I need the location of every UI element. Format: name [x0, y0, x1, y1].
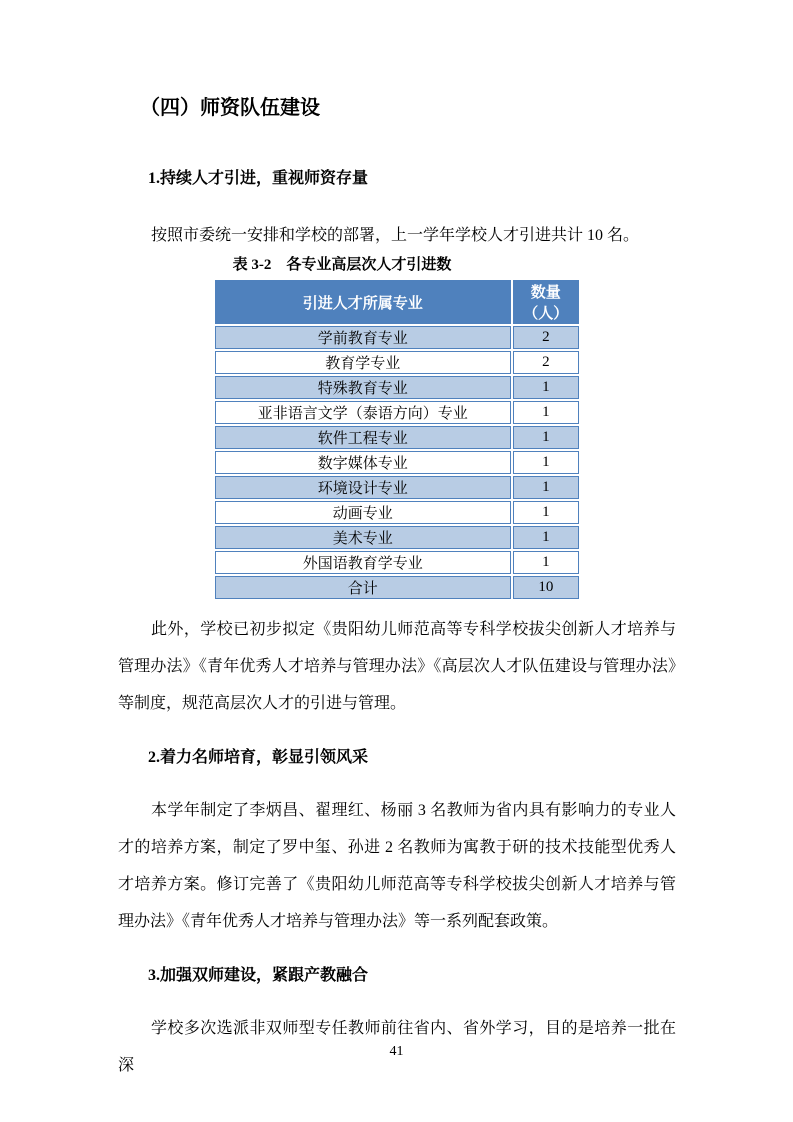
cell-major: 学前教育专业	[215, 326, 511, 349]
cell-count: 1	[513, 376, 579, 399]
table-header-count: 数量（人）	[513, 280, 579, 324]
paragraph-section-2: 本学年制定了李炳昌、翟理红、杨丽 3 名教师为省内具有影响力的专业人才的培养方案，制定了罗中玺、孙进 2 名教师为寓教于研的技术技能型优秀人才培养方案。修订完善了《贵阳幼儿师范高等专科学校拔尖创新人才培养与管理办法》《青年优秀人才培养与管理办法》等一系列配套政策。	[118, 802, 676, 930]
cell-count: 2	[513, 351, 579, 374]
paragraph-after-table: 此外，学校已初步拟定《贵阳幼儿师范高等专科学校拔尖创新人才培养与管理办法》《青年优秀人才培养与管理办法》《高层次人才队伍建设与管理办法》等制度，规范高层次人才的引进与管理。	[118, 621, 676, 712]
cell-count: 10	[513, 576, 579, 599]
table-row	[215, 401, 579, 424]
cell-count: 1	[513, 501, 579, 524]
page-number: 41	[389, 1044, 404, 1059]
table-row	[215, 526, 579, 549]
cell-count: 1	[513, 476, 579, 499]
cell-count: 1	[513, 526, 579, 549]
table-row	[215, 426, 579, 449]
cell-count: 1	[513, 451, 579, 474]
cell-major: 外国语教育学专业	[215, 551, 511, 574]
cell-count: 1	[513, 401, 579, 424]
table-row	[215, 351, 579, 374]
table-header-row	[215, 280, 579, 324]
cell-major: 动画专业	[215, 501, 511, 524]
cell-major: 合计	[215, 576, 511, 599]
talent-recruitment-table	[213, 278, 581, 601]
paragraph-intro: 按照市委统一安排和学校的部署，上一学年学校人才引进共计 10 名。	[151, 227, 640, 244]
table-row	[215, 551, 579, 574]
subsection-title-3: 3.加强双师建设，紧跟产教融合	[148, 967, 369, 984]
cell-count: 2	[513, 326, 579, 349]
cell-major: 教育学专业	[215, 351, 511, 374]
table-total-row	[215, 576, 579, 599]
cell-major: 数字媒体专业	[215, 451, 511, 474]
table-row	[215, 326, 579, 349]
cell-major: 亚非语言文学（泰语方向）专业	[215, 401, 511, 424]
section-heading: （四）师资队伍建设	[140, 97, 320, 119]
table-row	[215, 476, 579, 499]
cell-major: 环境设计专业	[215, 476, 511, 499]
table-caption: 表 3-2 各专业高层次人才引进数	[232, 257, 452, 273]
table-row	[215, 451, 579, 474]
page-content	[118, 0, 676, 1084]
cell-major: 软件工程专业	[215, 426, 511, 449]
subsection-title-2: 2.着力名师培育，彰显引领风采	[148, 749, 369, 766]
cell-count: 1	[513, 551, 579, 574]
table-row	[215, 376, 579, 399]
table-header-major: 引进人才所属专业	[215, 280, 511, 324]
cell-count: 1	[513, 426, 579, 449]
subsection-title-1: 1.持续人才引进，重视师资存量	[148, 170, 369, 187]
cell-major: 美术专业	[215, 526, 511, 549]
cell-major: 特殊教育专业	[215, 376, 511, 399]
table-row	[215, 501, 579, 524]
paragraph-section-3: 学校多次选派非双师型专任教师前往省内、省外学习，目的是培养一批在深	[118, 1020, 676, 1074]
